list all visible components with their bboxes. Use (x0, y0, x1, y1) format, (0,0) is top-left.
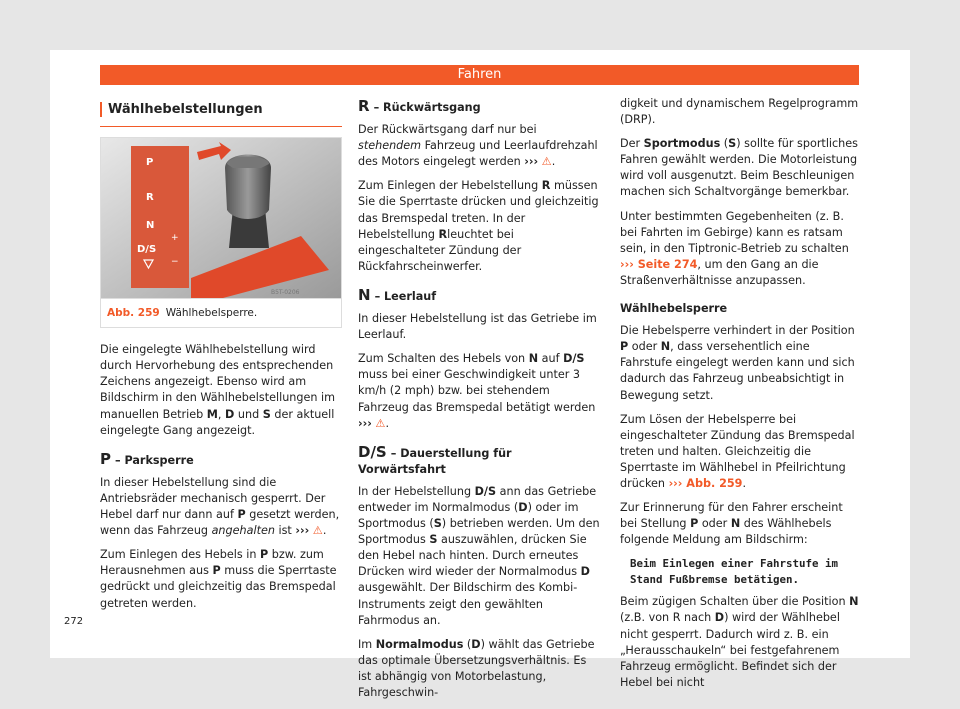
page-number: 272 (64, 616, 84, 627)
minus-label: − (171, 257, 179, 268)
reverse-paragraph-1: Der Rückwärtsgang darf nur bei stehendem Fahrzeug und Leerlaufdrehzahl des Motors eingelegt werden ››› ⚠. (358, 123, 598, 169)
drive-heading: D/S – Dauerstellung für Vorwärtsfahrt (358, 442, 512, 476)
neutral-paragraph-1: In dieser Hebelstellung ist das Getriebe im Leerlauf. (358, 312, 597, 342)
tiptronic-paragraph: Unter bestimmten Gegebenheiten (z. B. bei Fahrten im Gebirge) kann es ratsam sein, in den Tiptronic-Betrieb zu schalten ››› Seite 274, um den Gang an die Straßenverhältnisse anzupassen. (620, 209, 849, 287)
caption-text: Wählhebelsperre. (165, 307, 258, 320)
lock-heading: Wählhebelsperre (620, 302, 728, 316)
lock-paragraph-3: Zur Erinnerung für den Fahrer erscheint bei Stellung P oder N des Wählhebels folgende Meldung am Bildschirm: (620, 501, 843, 547)
drive-paragraph-1: In der Hebelstellung D/S ann das Getriebe entweder im Normalmodus (D) oder im Sportmodus (S) betrieben werden. Um den Sportmodus S auszuwählen, drücken Sie den Hebel nach hinten. Durch erneutes Drücken wird wieder der Normalmodus D ausgewählt. Der Bildschirm des Kombi-Instruments zeigt den gewählten Fahrmodus an. (358, 484, 600, 627)
warning-icon: ⚠ (375, 416, 386, 430)
page-reference-link[interactable]: ››› Seite 274 (620, 257, 698, 271)
plus-label: + (171, 233, 179, 244)
caption-number: Abb. 259 (107, 307, 160, 320)
manual-page (50, 50, 910, 699)
drive-paragraph-continued: digkeit und dynamischem Regelprogramm (DRP). (620, 97, 859, 127)
lock-paragraph-2: Zum Lösen der Hebelsperre bei eingeschalteter Zündung das Bremspedal treten und halten. Gleichzeitig die Sperrtaste im Wählhebel in Pfeilrichtung drücken ››› Abb. 259. (620, 412, 855, 490)
park-paragraph-2: Zum Einlegen des Hebels in P bzw. zum Herausnehmen aus P muss die Sperrtaste gedrückt und gleichzeitig das Bremspedal getreten werden. (100, 548, 337, 610)
warning-icon: ⚠ (541, 155, 552, 169)
gear-label-n: N (146, 220, 155, 232)
gear-lever-figure (100, 137, 342, 299)
column-1 (100, 96, 342, 620)
reverse-heading: R – Rückwärtsgang (358, 97, 481, 115)
section-title (100, 96, 342, 127)
column-3 (620, 96, 862, 699)
lock-paragraph-1: Die Hebelsperre verhindert in der Position P oder N, dass versehentlich eine Fahrstufe eingelegt werden kann und sich dadurch das Fahrzeug unbeabsichtigt in Bewegung setzt. (620, 324, 855, 402)
drive-paragraph-2: Im Normalmodus (D) wählt das Getriebe das optimale Übersetzungsverhältnis. Es ist abhängig von Motorbelastung, Fahrgeschwin- (358, 637, 595, 699)
intro-paragraph: Die eingelegte Wählhebelstellung wird durch Hervorhebung des entsprechenden Zeichens angezeigt. Ebenso wird am Bildschirm in den Wählhebelstellungen im manuellen Betrieb M, D und S der aktuell eingelegte Gang angezeigt. (100, 343, 336, 437)
neutral-heading: N – Leerlauf (358, 285, 437, 304)
page-header: Fahren (100, 65, 859, 85)
figure-reference-link[interactable]: ››› Abb. 259 (668, 476, 743, 490)
section-title-text: Wählhebelstellungen (100, 102, 263, 117)
park-paragraph-1: In dieser Hebelstellung sind die Antriebsräder mechanisch gesperrt. Der Hebel darf nur dann auf P gesetzt werden, wenn das Fahrzeug angehalten ist ››› ⚠. (100, 475, 340, 538)
gear-lever-illustration (101, 138, 341, 298)
reverse-paragraph-2: Zum Einlegen der Hebelstellung R müssen Sie die Sperrtaste drücken und gleichzeitig das Bremspedal treten. In der Hebelstellung Rleuchtet bei eingeschalteter Zündung der Rückfahrscheinwerfer. (358, 179, 599, 273)
warning-icon: ⚠ (312, 524, 323, 538)
gear-label-r: R (146, 192, 154, 204)
sport-paragraph: Der Sportmodus (S) sollte für sportliches Fahren gewählt werden. Die Motorleistung wird voll ausgenutzt. Beim Beschleunigen machen sich Schaltvorgänge bemerkbar. (620, 137, 858, 199)
neutral-paragraph-2: Zum Schalten des Hebels von N auf D/S muss bei einer Geschwindigkeit unter 3 km/h (2 mph) bzw. bei stehendem Fahrzeug das Bremspedal betätigt werden ››› ⚠. (358, 352, 596, 430)
figure-code: B5T-0206 (271, 289, 300, 297)
park-heading: P – Parksperre (100, 449, 194, 468)
lock-paragraph-4: Beim zügigen Schalten über die Position N (z.B. von R nach D) wird der Wählhebel nicht gesperrt. Dadurch wird z. B. ein „Herausschaukeln“ bei festgefahrenem Fahrzeug ermöglicht. Befindet sich der Hebel bei nicht (620, 595, 859, 689)
gear-label-ds: D/S (137, 244, 157, 256)
gear-label-p: P (146, 157, 154, 169)
figure-caption (100, 299, 342, 328)
column-2 (358, 96, 603, 709)
display-message: Beim Einlegen einer Fahrstufe im Stand Fußbremse betätigen. (630, 557, 839, 587)
gear-indicator-panel (131, 146, 189, 288)
